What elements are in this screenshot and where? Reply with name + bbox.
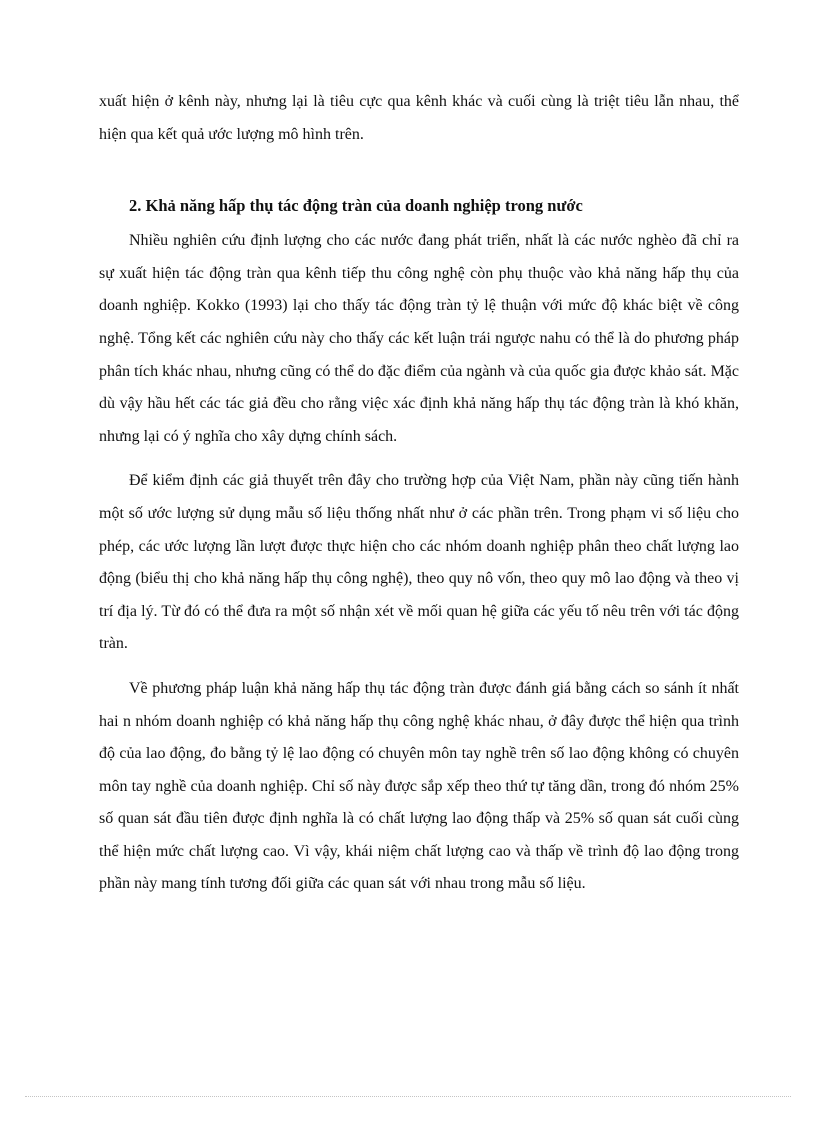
continuation-paragraph: xuất hiện ở kênh này, nhưng lại là tiêu cực qua kênh khác và cuối cùng là triệt tiêu lẫn nhau, thể hiện qua kết quả ước lượng mô hình trên. — [99, 93, 739, 143]
body-paragraph-1: Nhiều nghiên cứu định lượng cho các nước đang phát triển, nhất là các nước nghèo đã chỉ ra sự xuất hiện tác động tràn qua kênh tiếp thu công nghệ còn phụ thuộc vào khả năng hấp thụ của doanh nghiệp. Kokko (1993) lại cho thấy tác động tràn tỷ lệ thuận với mức độ khác biệt về công nghệ. Tổng kết các nghiên cứu này cho thấy các kết luận trái ngược nahu có thể là do phương pháp phân tích khác nhau, nhưng cũng có thể do đặc điểm của ngành và của quốc gia được khảo sát. Mặc dù vậy hầu hết các tác giả đều cho rằng việc xác định khả năng hấp thụ tác động tràn là khó khăn, nhưng lại có ý nghĩa cho xây dựng chính sách. — [99, 232, 739, 445]
page-bottom-divider — [25, 1096, 791, 1097]
section-heading: 2. Khả năng hấp thụ tác động tràn của doanh nghiệp trong nước — [129, 196, 583, 216]
body-paragraph-2: Để kiểm định các giả thuyết trên đây cho trường hợp của Việt Nam, phần này cũng tiến hành một số ước lượng sử dụng mẫu số liệu thống nhất như ở các phần trên. Trong phạm vi số liệu cho phép, các ước lượng lần lượt được thực hiện cho các nhóm doanh nghiệp phân theo chất lượng lao động (biểu thị cho khả năng hấp thụ công nghệ), theo quy nô vốn, theo quy mô lao động và theo vị trí địa lý. Từ đó có thể đưa ra một số nhận xét về mối quan hệ giữa các yếu tố nêu trên với tác động tràn. — [99, 472, 739, 653]
body-paragraph-3: Về phương pháp luận khả năng hấp thụ tác động tràn được đánh giá bằng cách so sánh ít nhất hai n nhóm doanh nghiệp có khả năng hấp thụ công nghệ khác nhau, ở đây được thể hiện qua trình độ của lao động, đo bằng tỷ lệ lao động có chuyên môn tay nghề trên số lao động không có chuyên môn tay nghề của doanh nghiệp. Chỉ số này được sắp xếp theo thứ tự tăng dần, trong đó nhóm 25% số quan sát đầu tiên được định nghĩa là có chất lượng lao động thấp và 25% số quan sát cuối cùng thể hiện mức chất lượng cao. Vì vậy, khái niệm chất lượng cao và thấp về trình độ lao động trong phần này mang tính tương đối giữa các quan sát với nhau trong mẫu số liệu. — [99, 679, 739, 893]
document-body — [99, 86, 739, 901]
